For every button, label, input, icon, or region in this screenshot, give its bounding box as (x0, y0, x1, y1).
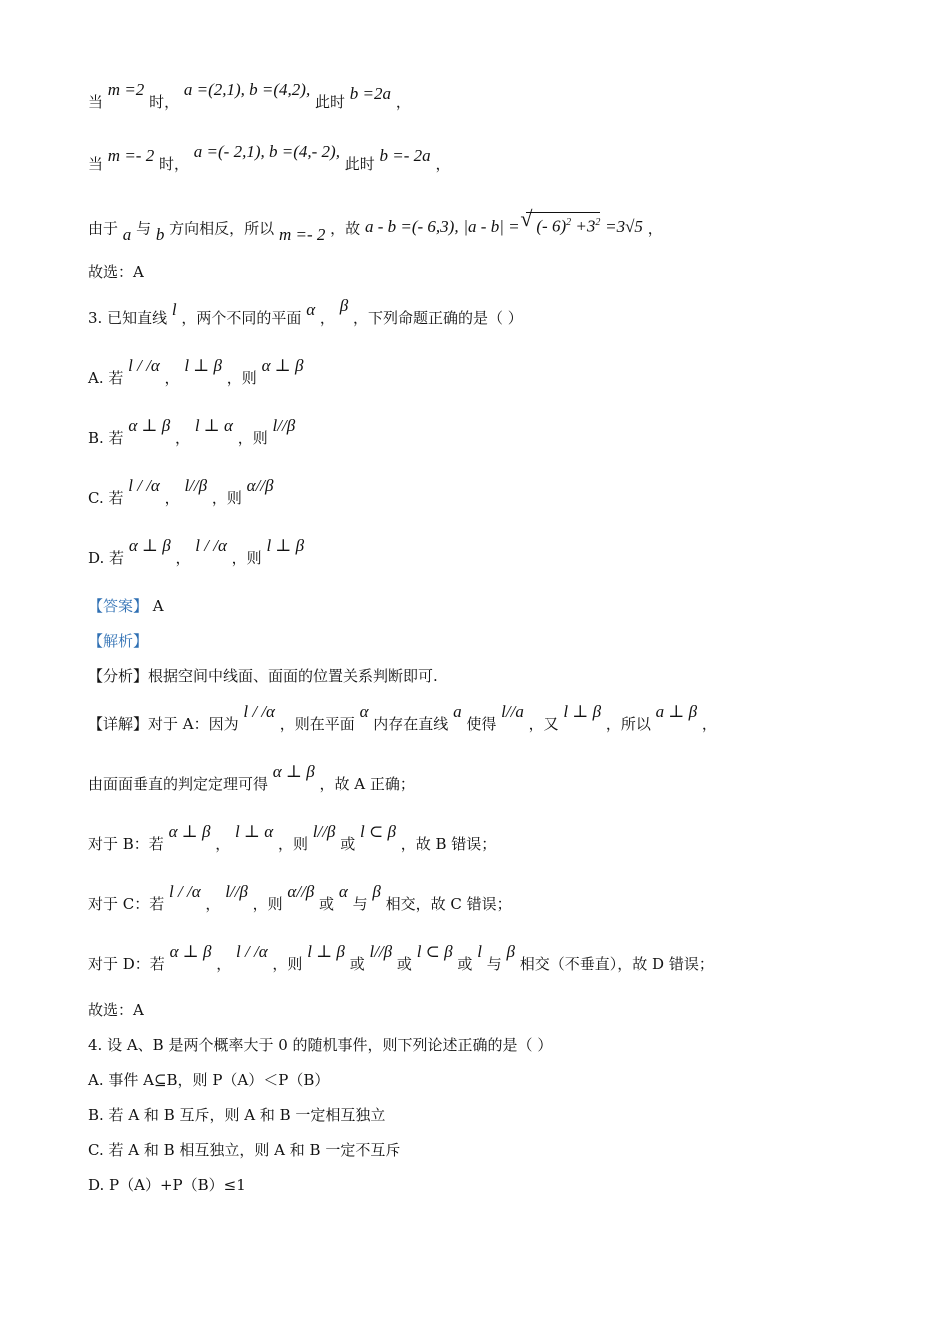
solution-line-m-2 (88, 142, 451, 174)
math-vector-magnitude: |a - b| = (463, 216, 520, 236)
math: +3 (571, 216, 596, 236)
question-4-option-a (88, 1070, 329, 1090)
answer-line (88, 596, 164, 616)
text: B. 若 (88, 429, 124, 447)
text: 或 (396, 955, 412, 973)
text: ， (435, 155, 451, 173)
math: l//β (369, 942, 393, 961)
math-exponent: 2 (595, 217, 601, 228)
answer-choice-line (88, 262, 144, 282)
math: β (372, 882, 381, 901)
text: 4. 设 A、B 是两个概率大于 0 的随机事件，则下列论述正确的是（ ） (88, 1036, 553, 1054)
math: α ⊥ β (272, 762, 315, 781)
math: l ⊂ β (416, 942, 453, 961)
math: l / /α (236, 942, 268, 961)
math: l//a (501, 702, 524, 721)
solution-line-conclusion (88, 214, 663, 244)
math: l ⊥ β (266, 536, 305, 555)
text: 相交，故 C 错误； (385, 895, 512, 913)
text: 对于 D：若 (88, 955, 165, 973)
text: ， (701, 715, 717, 733)
text: 或 (319, 895, 335, 913)
text: 【详解】对于 A：因为 (88, 715, 239, 733)
text: 方向相反，所以 (169, 219, 275, 238)
math: b =2a (349, 84, 392, 103)
text: C. 若 (88, 489, 124, 507)
math: m =- 2 (278, 224, 326, 244)
math: l ⊥ β (563, 702, 602, 721)
text: ，所以 (605, 715, 651, 733)
text: 由面面垂直的判定定理可得 (88, 775, 269, 793)
question-3-option-c (88, 476, 274, 508)
text: ， (175, 429, 191, 447)
question-4-option-d (88, 1175, 246, 1195)
analysis-summary (88, 666, 438, 686)
math-vector-difference: a - b =(- 6,3), (364, 216, 459, 236)
math: l ⊥ β (184, 356, 223, 375)
text: A. 若 (88, 369, 124, 387)
math: m =- 2 (107, 146, 155, 165)
text: ，则 (252, 895, 283, 913)
math: β (506, 942, 515, 961)
text: 3. 已知直线 (88, 309, 168, 327)
math-sqrt (526, 212, 600, 237)
text: 【分析】根据空间中线面、面面的位置关系判断即可. (88, 667, 438, 685)
text: ， (319, 309, 335, 327)
text: ，故 B 错误； (400, 835, 497, 853)
text: 此时 (315, 93, 346, 111)
text: D. 若 (88, 549, 125, 567)
math: l ⊥ α (235, 822, 274, 841)
math: l (171, 300, 177, 319)
question-4-stem (88, 1035, 552, 1055)
math: =3√5 (605, 216, 643, 236)
math: l//β (184, 476, 208, 495)
math: (- 6) (536, 216, 567, 236)
text: 与 (352, 895, 368, 913)
math: l ⊥ α (194, 416, 233, 435)
math: β (339, 296, 349, 315)
text: 故选：A (88, 263, 144, 281)
math: b =- 2a (379, 146, 431, 165)
text: 内存在直线 (373, 715, 449, 733)
math: a ⊥ β (655, 702, 698, 721)
text: 与 (486, 955, 502, 973)
text: 当 (88, 155, 104, 173)
detail-option-c (88, 882, 512, 914)
text: ，则在平面 (279, 715, 355, 733)
text: ，则 (231, 549, 262, 567)
math: l / /α (243, 702, 275, 721)
text: 或 (349, 955, 365, 973)
question-3-stem (88, 296, 523, 328)
text: ， (395, 93, 411, 111)
math-exponent: 2 (566, 217, 572, 228)
text: 对于 C：若 (88, 895, 165, 913)
text: ， (215, 835, 231, 853)
question-3-option-b (88, 416, 296, 448)
math: l / /α (169, 882, 201, 901)
question-3-option-d (88, 536, 305, 568)
math: a =(2,1), b =(4,2), (183, 80, 311, 99)
answer-value: A (152, 597, 164, 615)
text: ，则 (211, 489, 242, 507)
math: α ⊥ β (261, 356, 304, 375)
text: ，则 (277, 835, 308, 853)
math: a (122, 224, 132, 244)
math: l ⊥ β (307, 942, 345, 961)
math: α (338, 882, 348, 901)
solution-line-m2 (88, 80, 411, 112)
text: 与 (136, 219, 152, 238)
text: A. 事件 A⊆B，则 P（A）＜P（B） (88, 1071, 330, 1089)
text: 或 (340, 835, 356, 853)
math: α ⊥ β (128, 536, 171, 555)
text: ，下列命题正确的是（ ） (352, 309, 523, 327)
text: ， (175, 549, 191, 567)
text: 对于 B：若 (88, 835, 164, 853)
text: ， (164, 369, 180, 387)
text: ，则 (237, 429, 268, 447)
text: 使得 (466, 715, 497, 733)
math: b (155, 224, 165, 244)
text: 故选：A (88, 1001, 144, 1019)
math: l / /α (128, 476, 160, 495)
text: 当 (88, 93, 104, 111)
math: a (453, 702, 462, 721)
math: α (359, 702, 369, 721)
text: ，又 (528, 715, 559, 733)
math: l ⊂ β (359, 822, 396, 841)
text: ， (205, 895, 221, 913)
math: α (306, 300, 316, 319)
analysis-label: 【解析】 (88, 632, 149, 650)
math: a =(- 2,1), b =(4,- 2), (193, 142, 340, 161)
detail-option-a-line1 (88, 702, 717, 734)
text: ，故 A 正确； (319, 775, 415, 793)
math: l / /α (128, 356, 160, 375)
math: l / /α (195, 536, 227, 555)
text: 此时 (344, 155, 375, 173)
detail-option-b (88, 822, 497, 854)
text: ，两个不同的平面 (181, 309, 302, 327)
text: 时， (149, 93, 180, 111)
math: l//β (272, 416, 296, 435)
text: 时， (159, 155, 190, 173)
math: l//β (312, 822, 336, 841)
detail-option-a-line2 (88, 762, 415, 794)
text: 或 (457, 955, 473, 973)
text: ，则 (272, 955, 303, 973)
math: α ⊥ β (128, 416, 171, 435)
math: α ⊥ β (168, 822, 211, 841)
analysis-header (88, 631, 148, 651)
math: m =2 (107, 80, 145, 99)
detail-option-d (88, 942, 714, 974)
math: l//β (225, 882, 248, 901)
math: l (477, 942, 482, 961)
math: α//β (287, 882, 315, 901)
math: α//β (246, 476, 274, 495)
math: α ⊥ β (169, 942, 212, 961)
question-3-option-a (88, 356, 304, 388)
text: ， (647, 219, 663, 238)
text: B. 若 A 和 B 互斥，则 A 和 B 一定相互独立 (88, 1106, 386, 1124)
text: ， (164, 489, 180, 507)
text: ，故 (330, 219, 361, 238)
text: 相交（不垂直），故 D 错误； (519, 955, 714, 973)
text: 由于 (88, 219, 119, 238)
text: C. 若 A 和 B 相互独立，则 A 和 B 一定不互斥 (88, 1141, 401, 1159)
text: D. P（A）+P（B）≤1 (88, 1176, 246, 1194)
answer-label: 【答案】 (88, 597, 149, 615)
text: ， (216, 955, 232, 973)
question-4-option-c (88, 1140, 400, 1160)
text: ，则 (226, 369, 257, 387)
question-4-option-b (88, 1105, 385, 1125)
answer-choice-line-2 (88, 1000, 144, 1020)
